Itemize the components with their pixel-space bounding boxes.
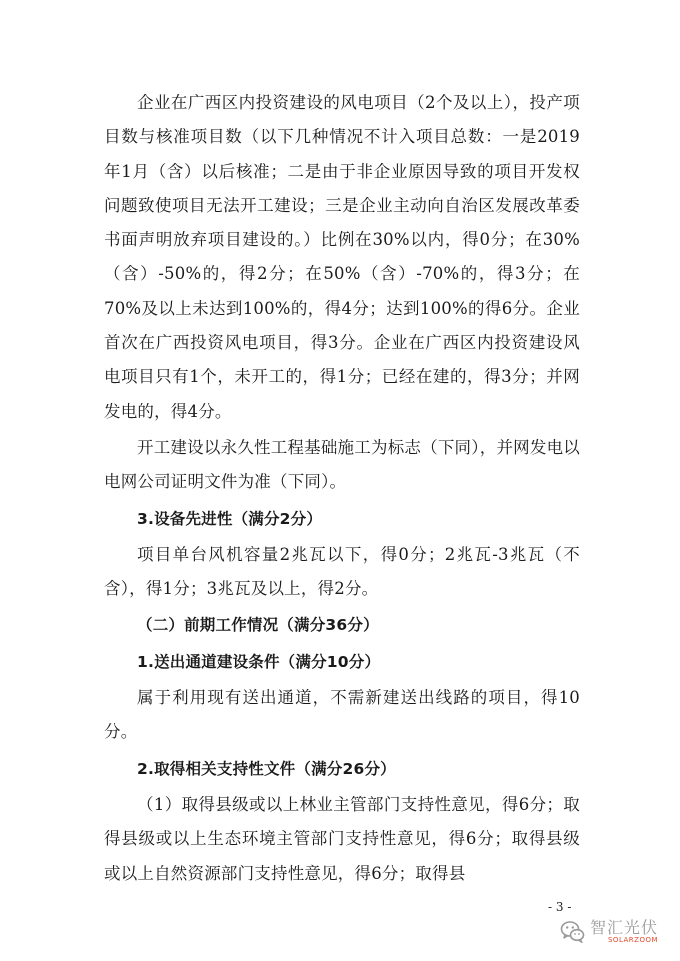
paragraph-turbine-capacity: 项目单台风机容量2兆瓦以下，得0分；2兆瓦-3兆瓦（不含），得1分；3兆瓦及以上，得2分。 [104,544,580,599]
paragraph-construction-definition: 开工建设以永久性工程基础施工为标志（下同），并网发电以电网公司证明文件为准（下同）。 [104,437,580,492]
heading-transmission-channel: 1.送出通道建设条件（满分10分） [137,652,381,671]
document-body [104,86,580,891]
page-number: - 3 - [548,900,572,914]
wechat-icon [560,919,586,945]
watermark [560,917,658,947]
paragraph-support-opinions: （1）取得县级或以上林业主管部门支持性意见，得6分；取得县级或以上生态环境主管部门支持性意见，得6分；取得县级或以上自然资源部门支持性意见，得6分；取得县 [104,794,580,883]
heading-support-documents: 2.取得相关支持性文件（满分26分） [137,759,396,778]
watermark-text [590,920,658,944]
watermark-sub: SOLARZOOM [607,936,659,944]
watermark-name: 智汇光伏 [590,918,659,937]
heading-equipment-advancement: 3.设备先进性（满分2分） [137,509,323,528]
paragraph-existing-channel: 属于利用现有送出通道，不需新建送出线路的项目，得10分。 [104,688,580,742]
paragraph-project-ratio: 企业在广西区内投资建设的风电项目（2个及以上），投产项目数与核准项目数（以下几种情况不计入项目总数：一是2019年1月（含）以后核准；二是由于非企业原因导致的项目开发权问题致使项目无法开工建设；三是企业主动向自治区发展改革委书面声明放弃项目建设的。）比例在30%以内，得0分；在30%（含）-50%的，得2分；在50%（含）-70%的，得3分；在70%及以上未达到100%的，得4分；达到100%的得6分。企业首次在广西投资风电项目，得3分。企业在广西区内投资建设风电项目只有1个，未开工的，得1分；已经在建的，得3分；并网发电的，得4分。 [104,93,580,421]
heading-preliminary-work: （二）前期工作情况（满分36分） [137,616,379,635]
